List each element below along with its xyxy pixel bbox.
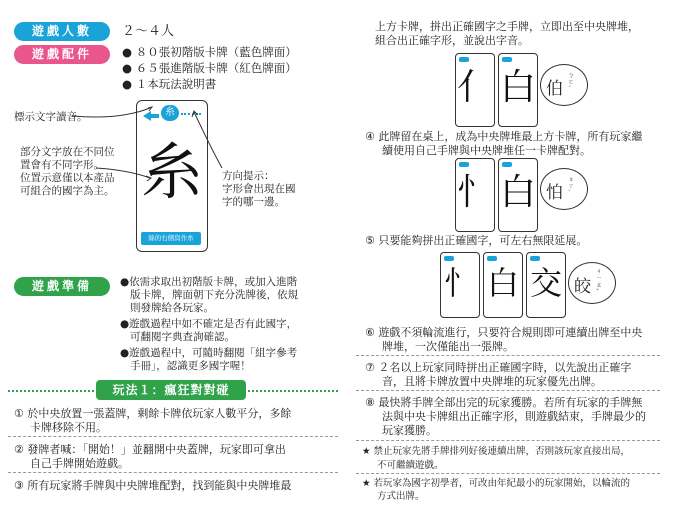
prep-line: ●遊戲過程中如不確定是否有此國字， [120,318,298,330]
example-card [455,158,495,232]
prep-line: 版卡牌，牌面朝下充分洗牌後，依規 [130,289,298,301]
speech-bubble [540,168,588,210]
step-line: 音，且將卡牌放置中央牌堆的玩家優先出牌。 [382,375,602,388]
example-card [526,252,566,318]
note-direction-line: 字的哪一邊。 [222,196,285,208]
note-line: 方式出牌。 [377,491,425,502]
step-line: 續使用自己手牌與中央牌堆任一卡牌配對。 [382,144,591,157]
prep-line: 則發牌給各玩家。 [130,302,214,314]
players-label: 遊戲人數 [14,22,110,41]
note-parts-line: 位置示意僅以本產品 [20,172,115,184]
prep-line: ●依需求取出初階版卡牌，或加入進階 [120,276,298,288]
players-value: ２～４人 [122,24,175,39]
note-reading: 標示文字讀音。 [14,111,88,123]
divider [8,472,338,473]
contents-item-2: ● ６５張進階版卡牌（紅色牌面） [122,61,297,75]
step-line: 牌堆，一次僅能出一張牌。 [382,340,514,353]
divider [356,473,660,474]
reading-chip: 糸 [161,105,179,121]
bubble-char: 怕 [546,183,563,203]
example-card [455,53,495,127]
prep-line: 手冊」，認識更多國字喔！ [130,360,251,372]
bubble-char: 伯 [546,79,563,99]
step-line: 法與中央卡牌組出正確字形，則遊戲結束，手牌最少的 [382,410,646,423]
bubble-reading: ㄐㄧㄠˇ [596,268,603,296]
example-card [440,252,480,318]
prep-line: 可翻閱字典查詢確認。 [130,331,235,343]
card-chip [487,256,497,261]
card-chip [530,256,540,261]
step-line: 卡牌移除不用。 [30,421,107,434]
example-card [483,252,523,318]
speech-bubble [568,262,616,304]
bubble-char: 皎 [574,277,591,297]
divider [8,436,338,437]
step-line: ⑤ 只要能夠拼出正確國字，可左右無限延展。 [365,234,588,247]
bubble-reading: ㄅㄛˊ [568,72,575,93]
note-line: 不可繼續遊戲。 [377,460,444,471]
intro-line: 組合出正確字形，並說出字音。 [375,34,529,47]
card-chip [444,256,454,261]
card-glyph: 糸 [140,135,203,208]
note-parts-line: 置會有不同字形。 [20,159,104,171]
card-chip [502,57,512,62]
note-parts-line: 部分文字放在不同位 [20,146,115,158]
intro-line: 上方卡牌，拼出正確國字之手牌，立即出至中央牌堆， [375,20,639,33]
divider [356,355,660,356]
note-line: ★ 若玩家為國字初學者，可改由年紀最小的玩家開始，以輪流的 [362,478,631,489]
example-card [498,158,538,232]
contents-item-1: ● ８０張初階版卡牌（藍色牌面） [122,45,297,59]
arrow-parts [96,168,150,178]
card-bottom-label: 絲的右側寫作糸 [141,232,201,245]
step-line: ③ 所有玩家將手牌與中央牌堆配對，找到能與中央牌堆最 [14,479,292,492]
step-line: ④ 此牌留在桌上，成為中央牌堆最上方卡牌，所有玩家繼 [365,130,643,143]
card-glyph: 亻 [456,67,493,108]
method-banner: 玩法１：瘋狂對對碰 [96,380,246,400]
prep-label: 遊戲準備 [14,277,110,296]
example-card [498,53,538,127]
step-line: ⑧ 最快將手牌全部出完的玩家獲勝。若所有玩家的手牌無 [365,396,643,409]
callout-arrows [0,0,340,260]
step-line: ⑥ 遊戲不須輪流進行，只要符合規則即可連續出牌至中央 [365,326,643,339]
arrow-direction [194,112,222,168]
note-line: ★ 禁止玩家先將手牌排列好後連續出牌，否則該玩家直接出局， [362,446,631,457]
step-line: 自己手牌開始遊戲。 [30,457,129,470]
card-glyph: 忄 [456,172,493,213]
bubble-reading: ㄆㄚˋ [568,176,575,197]
note-direction-line: 字形會出現在國 [222,183,296,195]
arrow-reading [72,108,150,117]
card-glyph: 忄 [443,264,476,302]
contents-label: 遊戲配件 [14,45,110,64]
card-glyph: 交 [529,264,562,302]
note-parts-line: 可組合的國字為主。 [20,185,115,197]
prep-line: ●遊戲過程中，可隨時翻閱「組字參考 [120,347,298,359]
speech-bubble [540,64,588,106]
card-chip [459,162,469,167]
step-line: ② 發牌者喊：「開始！」並翻開中央蓋牌，玩家即可拿出 [14,443,286,456]
step-line: 玩家獲勝。 [382,424,437,437]
card-glyph: 白 [486,264,519,302]
card-glyph: 白 [499,172,536,213]
step-line: ⑦ ２名以上玩家同時拼出正確國字時，以先說出正確字 [365,361,632,374]
step-line: ① 於中央放置一張蓋牌，剩餘卡牌依玩家人數平分，多餘 [14,407,292,420]
contents-item-3: ● １本玩法說明書 [122,77,217,91]
card-chip [459,57,469,62]
note-direction-line: 方向提示： [222,170,275,182]
divider [356,390,660,391]
card-glyph: 白 [499,67,536,108]
card-chip [502,162,512,167]
divider [356,440,660,441]
